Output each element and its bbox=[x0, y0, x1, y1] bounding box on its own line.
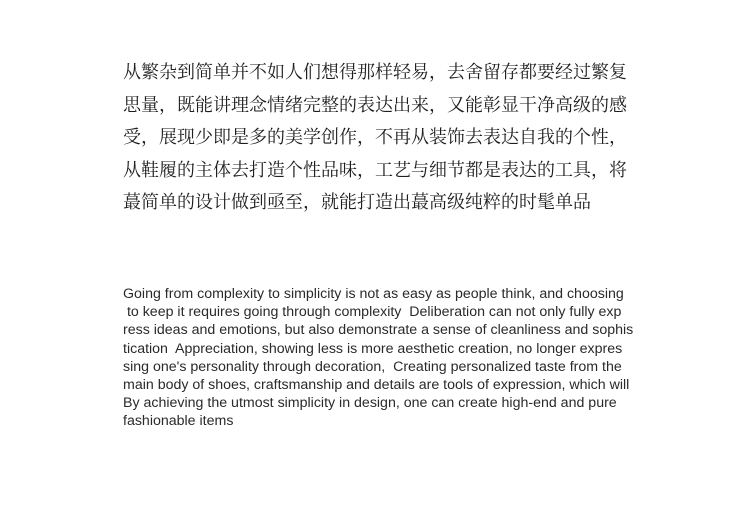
chinese-text-line: 思量，既能讲理念情绪完整的表达出来，又能彰显干净高级的感 bbox=[123, 94, 627, 116]
english-paragraph bbox=[123, 285, 653, 431]
english-text-line: Going from complexity to simplicity is not as easy as people think, and choosing bbox=[123, 286, 624, 302]
english-text-line: By achieving the utmost simplicity in design, one can create high-end and pure bbox=[123, 395, 617, 412]
chinese-text-line: 蕞简单的设计做到亟至，就能打造出蕞高级纯粹的时髦单品 bbox=[123, 192, 591, 213]
english-text-line: to keep it requires going through complexity Deliberation can not only fully exp bbox=[123, 304, 622, 321]
chinese-paragraph bbox=[123, 57, 643, 220]
chinese-text-line: 从鞋履的主体去打造个性品味，工艺与细节都是表达的工具，将 bbox=[123, 159, 627, 181]
english-text-line: tication Appreciation, showing less is more aesthetic creation, no longer expres bbox=[123, 340, 623, 357]
english-text-line: main body of shoes, craftsmanship and details are tools of expression, which will bbox=[123, 377, 630, 394]
english-text-line: ress ideas and emotions, but also demonstrate a sense of cleanliness and sophis bbox=[123, 322, 634, 339]
chinese-text-line: 受，展现少即是多的美学创作，不再从装饰去表达自我的个性， bbox=[123, 127, 627, 148]
english-text-line: fashionable items bbox=[123, 413, 234, 430]
english-text-line: sing one's personality through decoration, Creating personalized taste from the bbox=[123, 358, 622, 375]
chinese-text-line: 从繁杂到简单并不如人们想得那样轻易，去舍留存都要经过繁复 bbox=[123, 62, 627, 83]
